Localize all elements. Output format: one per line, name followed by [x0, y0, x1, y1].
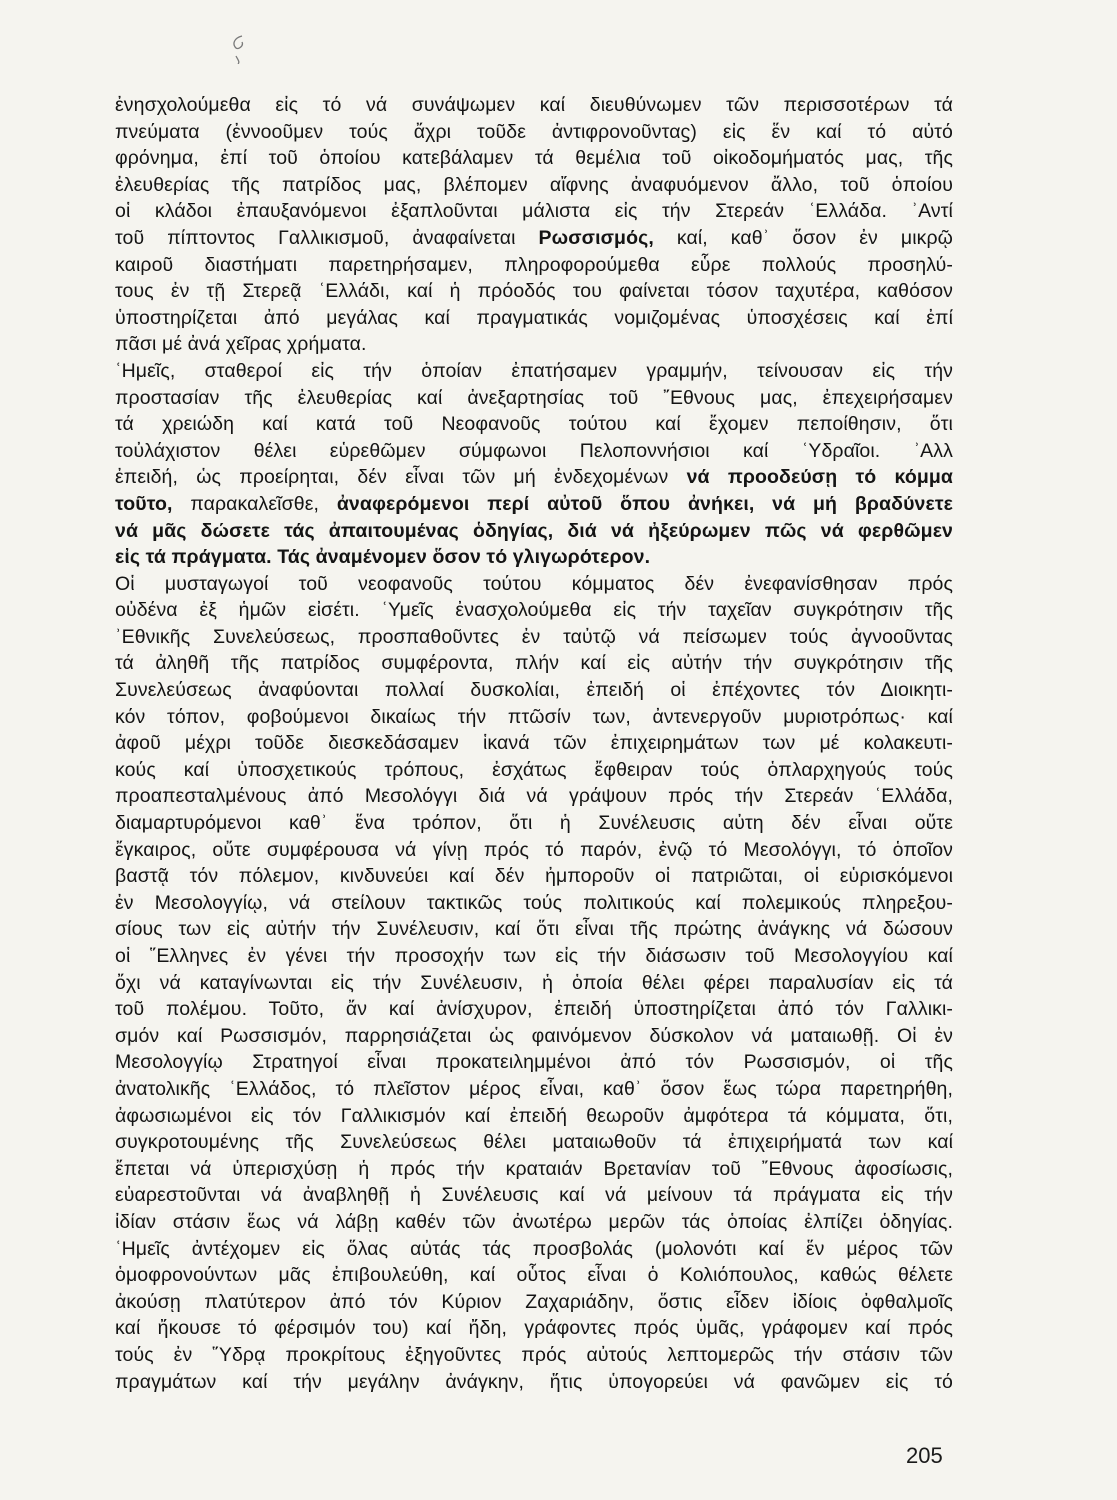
- text-segment: ἐνησχολούμεθα εἰς τό νά συνάψωμεν καί διευθύνωμεν τῶν περισσοτέρων τά: [115, 94, 953, 116]
- text-line: [115, 890, 953, 917]
- text-segment: οἱ ῞Ελληνες ἐν γένει τήν προσοχήν των εἰς τήν διάσωσιν τοῦ Μεσολογγίου καί: [115, 945, 953, 967]
- text-line: [115, 464, 953, 491]
- text-segment: διαμαρτυρόμενοι καθʾ ἕνα τρόπον, ὅτι ἡ Συνέλευσις αὐτη δέν εἶναι οὔτε: [115, 812, 953, 835]
- text-line: [115, 1076, 953, 1103]
- text-segment: ἀφοῦ μέχρι τοῦδε διεσκεδάσαμεν ἱκανά τῶν ἐπιχειρημάτων των μέ κολακευτι-: [115, 732, 953, 755]
- text-segment: τοῦ πίπτοντος Γαλλικισμοῦ, ἀναφαίνεται: [115, 226, 539, 249]
- text-line: [115, 1289, 953, 1316]
- bold-text: τοῦτο,: [115, 492, 173, 515]
- text-segment: ἀνατολικῆς ʿΕλλάδος, τό πλεῖστον μέρος εἶναι, καθʾ ὅσον ἕως τώρα παρετηρήθη,: [115, 1077, 953, 1100]
- text-line: [115, 198, 953, 225]
- text-segment: σίους των εἰς αὐτήν τήν Συνέλευσιν, καί ὅτι εἶναι τῆς πρώτης ἀνάγκης νά δώσουν: [115, 918, 953, 941]
- text-segment: ἰδίαν στάσιν ἕως νά λάβῃ καθέν τῶν ἀνωτέρω μερῶν τάς ὁποίας ἐλπίζει ὁδηγίας.: [115, 1210, 953, 1233]
- bold-text: εἰς τά πράγματα. Τάς ἀναμένομεν ὅσον τό γλιγωρότερον.: [115, 546, 651, 569]
- text-segment: πᾶσι μέ ἀνά χεῖρας χρήματα.: [115, 333, 367, 356]
- text-line: [115, 810, 953, 837]
- bold-text: νά μᾶς δώσετε τάς ἀπαιτουμένας ὁδηγίας, διά νά ἠξεύρωμεν πῶς νά φερθῶμεν: [115, 519, 953, 542]
- bold-text: Ρωσσισμός,: [538, 226, 654, 249]
- text-line: [115, 996, 953, 1023]
- text-segment: Μεσολογγίῳ Στρατηγοί εἶναι προκατειλημμένοι ἀπό τόν Ρωσσισμόν, οἱ τῆς: [115, 1051, 953, 1074]
- text-segment: ἀφωσιωμένοι εἰς τόν Γαλλικισμόν καί ἐπειδή θεωροῦν ἀμφότερα τά κόμματα, ὅτι,: [115, 1104, 953, 1127]
- text-segment: ὁμοφρονούντων μᾶς ἐπιβουλεύθη, καί οὗτος εἶναι ὁ Κολιόπουλος, καθώς θέλετε: [115, 1264, 953, 1287]
- text-line: [115, 837, 953, 864]
- text-segment: προστασίαν τῆς ἐλευθερίας καί ἀνεξαρτησίας τοῦ ῎Εθνους μας, ἐπεχειρήσαμεν: [115, 386, 953, 409]
- text-segment: ἔγκαιρος, οὔτε συμφέρουσα νά γίνῃ πρός τό παρόν, ἐνῷ τό Μεσολόγγι, τό ὁποῖον: [115, 838, 953, 861]
- text-line: [115, 1315, 953, 1342]
- text-line: [115, 757, 953, 784]
- text-segment: Οἱ μυσταγωγοί τοῦ νεοφανοῦς τούτου κόμματος δέν ἐνεφανίσθησαν πρός: [115, 572, 953, 595]
- text-line: [115, 331, 953, 358]
- text-segment: κόν τόπον, φοβούμενοι δικαίως τήν πτῶσίν των, ἀντενεργοῦν μυριοτρόπως· καί: [115, 705, 953, 728]
- text-line: [115, 1369, 953, 1396]
- text-line: [115, 518, 953, 545]
- text-segment: τούς ἐν ῞Υδρᾳ προκρίτους ἐξηγοῦντες πρός αὐτούς λεπτομερῶς τήν στάσιν τῶν: [115, 1343, 953, 1366]
- page-number: 205: [906, 1443, 943, 1468]
- text-segment: ἔπεται νά ὑπερισχύσῃ ἡ πρός τήν κραταιάν Βρετανίαν τοῦ ῎Εθνους ἀφοσίωσις,: [115, 1157, 953, 1180]
- text-segment: συγκροτουμένης τῆς Συνελεύσεως θέλει ματαιωθοῦν τά ἐπιχειρήματά των καί: [115, 1131, 953, 1154]
- text-line: [115, 597, 953, 624]
- text-line: [115, 92, 953, 119]
- text-line: [115, 571, 953, 598]
- text-line: [115, 1209, 953, 1236]
- text-line: [115, 1049, 953, 1076]
- text-segment: τά ἀληθῆ τῆς πατρίδος συμφέροντα, πλήν καί εἰς αὐτήν τήν συγκρότησιν τῆς: [115, 652, 953, 675]
- text-segment: πνεύματα (ἐννοοῦμεν τούς ἄχρι τοῦδε ἀντιφρονοῦνταϛ) εἰς ἕν καί τό αὐτό: [115, 120, 953, 143]
- text-line: [115, 438, 953, 465]
- text-line: [115, 704, 953, 731]
- text-segment: Συνελεύσεως ἀναφύονται πολλαί δυσκολίαι, ἐπειδή οἱ ἐπέχοντες τόν Διοικητι-: [115, 679, 953, 702]
- text-line: [115, 783, 953, 810]
- text-line: [115, 385, 953, 412]
- text-line: [115, 225, 953, 252]
- page-corner-mark: [228, 34, 250, 64]
- text-segment: ʿΗμεῖς ἀντέχομεν εἰς ὅλας αὐτάς τάς προσβολάς (μολονότι καί ἕν μέρος τῶν: [115, 1237, 953, 1260]
- bold-text: ἀναφερόμενοι περί αὐτοῦ ὅπου ἀνήκει, νά μή βραδύνετε: [336, 492, 953, 515]
- text-segment: ἐν Μεσολογγίῳ, νά στείλουν τακτικῶς τούς πολιτικούς καί πολεμικούς πληρεξου-: [115, 891, 953, 914]
- text-line: [115, 677, 953, 704]
- text-segment: τά χρειώδη καί κατά τοῦ Νεοφανοῦς τούτου καί ἔχομεν πεποίθησιν, ὅτι: [115, 413, 953, 436]
- text-segment: ὑποστηρίζεται ἀπό μεγάλας καί πραγματικάς νομιζομένας ὑποσχέσεις καί ἐπί: [115, 306, 953, 329]
- text-segment: τοῦ πολέμου. Τοῦτο, ἄν καί ἀνίσχυρον, ἐπειδή ὑποστηρίζεται ἀπό τόν Γαλλικι-: [115, 998, 953, 1021]
- text-segment: εὐαρεστοῦνται νά ἀναβληθῇ ἡ Συνέλευσις καί νά μείνουν τά πράγματα εἰς τήν: [115, 1184, 953, 1207]
- text-line: [115, 624, 953, 651]
- text-line: [115, 650, 953, 677]
- text-line: [115, 1023, 953, 1050]
- text-line: [115, 730, 953, 757]
- text-line: [115, 278, 953, 305]
- text-segment: ʿΗμεῖς, σταθεροί εἰς τήν ὁποίαν ἐπατήσαμεν γραμμήν, τείνουσαν εἰς τήν: [115, 359, 953, 382]
- text-line: [115, 1262, 953, 1289]
- bold-text: νά προοδεύσῃ τό κόμμα: [686, 466, 953, 489]
- text-line: [115, 1342, 953, 1369]
- text-line: [115, 943, 953, 970]
- text-segment: πραγμάτων καί τήν μεγάλην ἀνάγκην, ἥτις ὑπογορεύει νά φανῶμεν εἰς τό: [115, 1370, 953, 1393]
- text-segment: ὄχι νά καταγίνωνται εἰς τήν Συνέλευσιν, ἡ ὁποία θέλει φέρει παραλυσίαν εἰς τά: [115, 971, 953, 994]
- text-line: [115, 1129, 953, 1156]
- text-line: [115, 358, 953, 385]
- text-line: [115, 491, 953, 518]
- text-line: [115, 1103, 953, 1130]
- text-line: [115, 916, 953, 943]
- text-segment: ἐλευθερίας τῆς πατρίδος μας, βλέπομεν αἴφνης ἀναφυόμενον ἄλλο, τοῦ ὁποίου: [115, 173, 953, 196]
- text-segment: οὐδένα ἐξ ἡμῶν εἰσέτι. ʿΥμεῖς ἐνασχολούμεθα εἰς τήν ταχεῖαν συγκρότησιν τῆς: [115, 599, 953, 622]
- text-segment: καί ἤκουσε τό φέρσιμόν του) καί ἤδη, γράφοντες πρός ὑμᾶς, γράφομεν καί πρός: [115, 1317, 953, 1340]
- text-line: [115, 544, 953, 571]
- text-segment: τους ἐν τῇ Στερεᾷ ʿΕλλάδι, καί ἡ πρόοδός του φαίνεται τόσον ταχυτέρα, καθόσον: [115, 280, 953, 303]
- text-line: [115, 863, 953, 890]
- text-line: [115, 305, 953, 332]
- text-segment: καί, καθʾ ὅσον ἐν μικρῷ: [653, 226, 953, 249]
- text-line: [115, 1236, 953, 1263]
- text-segment: καιροῦ διαστήματι παρετηρήσαμεν, πληροφορούμεθα εὗρε πολλούς προσηλύ-: [115, 253, 953, 276]
- text-segment: σμόν καί Ρωσσισμόν, παρρησιάζεται ὡς φαινόμενον δύσκολον νά ματαιωθῇ. Οἱ ἐν: [115, 1024, 953, 1047]
- text-line: [115, 145, 953, 172]
- document-body: [115, 92, 953, 1395]
- text-line: [115, 411, 953, 438]
- text-line: [115, 119, 953, 146]
- text-segment: προαπεσταλμένους ἀπό Μεσολόγγι διά νά γράψουν πρός τήν Στερεάν ʿΕλλάδα,: [115, 785, 953, 808]
- text-segment: ἐπειδή, ὡς προείρηται, δέν εἶναι τῶν μή ἐνδεχομένων: [115, 466, 687, 489]
- text-line: [115, 970, 953, 997]
- text-segment: ἀκούσῃ πλατύτερον ἀπό τόν Κύριον Ζαχαριάδην, ὅστις εἶδεν ἰδίοις ὀφθαλμοῖς: [115, 1290, 953, 1313]
- text-segment: κούς καί ὑποσχετικούς τρόπους, ἐσχάτως ἔφθειραν τούς ὁπλαρχηγούς τούς: [115, 758, 953, 781]
- text-line: [115, 1156, 953, 1183]
- text-segment: φρόνημα, ἐπί τοῦ ὁποίου κατεβάλαμεν τά θεμέλια τοῦ οἰκοδομήματός μας, τῆς: [115, 147, 953, 170]
- text-line: [115, 1182, 953, 1209]
- text-segment: βαστᾷ τόν πόλεμον, κινδυνεύει καί δέν ἠμποροῦν οἱ πατριῶται, οἱ εὑρισκόμενοι: [115, 865, 953, 888]
- text-segment: παρακαλεῖσθε,: [172, 492, 337, 515]
- text-segment: οἱ κλάδοι ἐπαυξανόμενοι ἐξαπλοῦνται μάλιστα εἰς τήν Στερεάν ʿΕλλάδα. ʾΑντί: [115, 200, 953, 223]
- text-line: [115, 172, 953, 199]
- text-segment: τοὐλάχιστον θέλει εὑρεθῶμεν σύμφωνοι Πελοποννήσιοι καί ʿΥδραῖοι. ʾΑλλ: [115, 439, 953, 462]
- text-line: [115, 252, 953, 279]
- text-segment: ʾΕθνικῆς Συνελεύσεως, προσπαθοῦντες ἐν ταὐτῷ νά πείσωμεν τούς ἀγνοοῦντας: [115, 625, 953, 648]
